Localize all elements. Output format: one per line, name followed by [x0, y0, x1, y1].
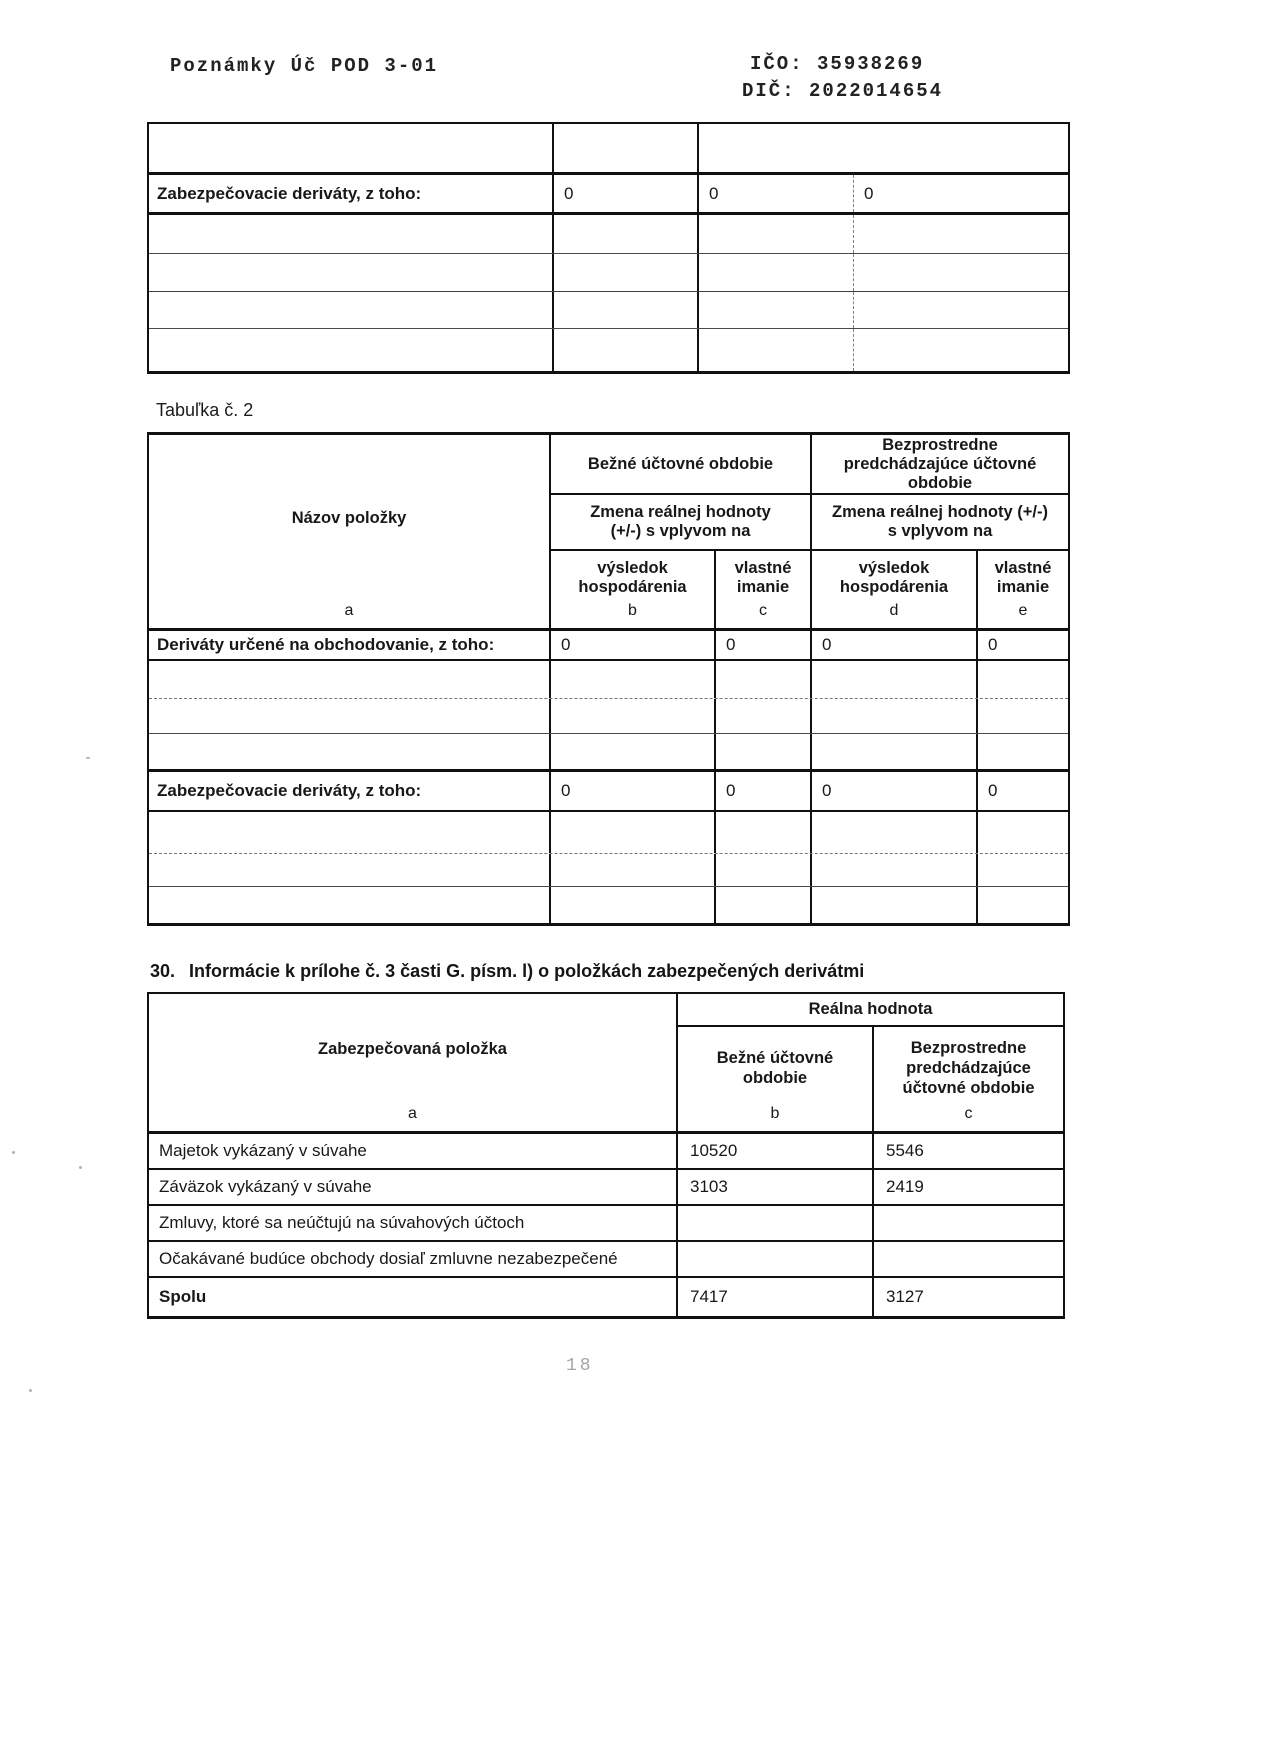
cell-empty — [978, 887, 1068, 923]
cell-value: 0 — [812, 631, 978, 659]
table-1-continuation — [147, 122, 1070, 374]
cell-empty — [716, 887, 812, 923]
column-title: vlastné imanie — [734, 558, 792, 596]
cell-empty — [554, 254, 699, 291]
cell-empty — [699, 215, 854, 253]
column-letter: b — [628, 602, 637, 619]
row-label: Záväzok vykázaný v súvahe — [149, 1170, 678, 1204]
cell-empty — [149, 661, 551, 698]
cell-empty — [554, 329, 699, 371]
group-title-text: Bezprostredne predchádzajúce účtovné obdobie — [843, 435, 1037, 492]
cell-empty — [149, 292, 554, 328]
cell-empty — [812, 812, 978, 853]
cell-value: 7417 — [678, 1278, 874, 1316]
cell-empty — [149, 887, 551, 923]
cell-empty — [699, 292, 854, 328]
cell-empty — [149, 254, 554, 291]
group-title: Bežné účtovné obdobie — [551, 435, 810, 495]
cell-empty — [554, 124, 699, 172]
cell-empty — [149, 734, 551, 769]
cell-empty — [812, 854, 978, 886]
header-cell-current-period — [678, 1027, 874, 1131]
table-row — [149, 1134, 1063, 1170]
cell-value: 0 — [864, 183, 874, 203]
cell-empty — [149, 699, 551, 733]
scan-speck — [29, 1389, 32, 1392]
column-title: výsledok hospodárenia — [578, 558, 687, 596]
table-row — [149, 812, 1068, 854]
cell-value: 5546 — [886, 1141, 924, 1160]
cell-value: 0 — [551, 772, 716, 810]
column-title-text: Bezprostredne predchádzajúce účtovné obdobie — [902, 1039, 1035, 1097]
cell-empty — [812, 887, 978, 923]
page-number: 18 — [566, 1356, 594, 1376]
cell-empty — [716, 812, 812, 853]
table-row — [149, 661, 1068, 699]
cell-empty — [554, 215, 699, 253]
column-letter: d — [889, 602, 899, 619]
header-cell-equity-previous — [978, 551, 1068, 628]
cell-empty — [551, 887, 716, 923]
group-subtitle-text: Zmena reálnej hodnoty (+/-) s vplyvom na — [590, 503, 771, 540]
group-subtitle — [812, 495, 1068, 551]
cell-value: 2419 — [886, 1177, 924, 1196]
cell-value: 0 — [699, 175, 854, 212]
cell-empty — [149, 854, 551, 886]
cell-value: 0 — [716, 631, 812, 659]
cell-empty — [149, 215, 554, 253]
cell-value — [678, 1242, 874, 1276]
column-title: Zabezpečovaná položka — [318, 1040, 507, 1058]
row-label-total: Spolu — [149, 1278, 678, 1316]
table-row — [149, 1278, 1063, 1316]
table-row — [149, 124, 1068, 175]
cell-empty — [812, 661, 978, 698]
row-label: Deriváty určené na obchodovanie, z toho: — [149, 631, 551, 659]
subcolumns — [551, 551, 810, 628]
header-cell-item — [149, 994, 678, 1131]
table-row — [149, 772, 1068, 812]
subcolumns — [812, 551, 1068, 628]
scan-speck — [86, 757, 90, 759]
cell-empty — [854, 254, 1068, 291]
cell-empty — [554, 292, 699, 328]
column-title: vlastné imanie — [994, 558, 1052, 596]
table-row — [149, 699, 1068, 734]
row-label: Zabezpečovacie deriváty, z toho: — [149, 772, 551, 810]
header-cell-name — [149, 435, 551, 628]
table-row — [149, 734, 1068, 772]
header-cell-profit-current — [551, 551, 716, 628]
cell-empty — [854, 329, 1068, 371]
table-row — [149, 1242, 1063, 1278]
cell-empty — [812, 734, 978, 769]
cell-empty — [551, 854, 716, 886]
table-2-caption: Tabuľka č. 2 — [156, 400, 254, 420]
cell-value: 0 — [551, 631, 716, 659]
group-subtitle — [551, 495, 810, 551]
cell-empty — [716, 854, 812, 886]
cell-empty — [716, 734, 812, 769]
row-label: Zabezpečovacie deriváty, z toho: — [149, 175, 554, 212]
group-title — [812, 435, 1068, 495]
column-title — [874, 1027, 1063, 1105]
cell-empty — [149, 124, 554, 172]
table-row — [149, 887, 1068, 923]
table-3-header — [149, 994, 1063, 1134]
table-row — [149, 175, 1068, 215]
header-group-fair-value — [678, 994, 1063, 1131]
cell-empty — [551, 699, 716, 733]
cell-value: 0 — [716, 772, 812, 810]
column-letter: b — [770, 1105, 780, 1122]
subcolumns — [678, 1027, 1063, 1131]
cell-empty — [978, 699, 1068, 733]
column-title: Názov položky — [291, 509, 407, 527]
cell-empty — [551, 812, 716, 853]
cell-empty — [551, 734, 716, 769]
section-number: 30. — [150, 961, 176, 981]
table-2-header — [149, 435, 1068, 631]
cell-empty — [978, 812, 1068, 853]
cell-value: 3103 — [678, 1170, 874, 1204]
cell-empty — [699, 254, 854, 291]
scan-speck — [79, 1166, 82, 1169]
cell-value: 10520 — [678, 1134, 874, 1168]
cell-empty — [699, 329, 854, 371]
table-row — [149, 1170, 1063, 1206]
cell-empty — [978, 734, 1068, 769]
cell-value — [678, 1206, 874, 1240]
cell-empty — [149, 329, 554, 371]
form-title: Poznámky Úč POD 3-01 — [170, 55, 439, 77]
cell-empty — [854, 124, 1068, 172]
cell-value — [874, 1242, 1063, 1276]
header-cell-equity-current — [716, 551, 810, 628]
row-label: Očakávané budúce obchody dosiaľ zmluvne nezabezpečené — [149, 1242, 678, 1276]
cell-value — [874, 1206, 1063, 1240]
dic-value: DIČ: 2022014654 — [742, 80, 944, 102]
group-subtitle-text: Zmena reálnej hodnoty (+/-) s vplyvom na — [832, 503, 1048, 540]
cell-empty — [716, 699, 812, 733]
column-letter: a — [408, 1105, 417, 1122]
column-letter: c — [759, 602, 767, 619]
cell-value: 0 — [988, 781, 998, 800]
cell-empty — [716, 661, 812, 698]
row-label: Majetok vykázaný v súvahe — [149, 1134, 678, 1168]
cell-empty — [854, 215, 1068, 253]
cell-empty — [812, 699, 978, 733]
scan-speck — [12, 1151, 15, 1154]
column-title — [678, 1027, 872, 1105]
cell-empty — [149, 812, 551, 853]
table-row — [149, 254, 1068, 292]
column-letter: e — [1018, 602, 1028, 619]
cell-empty — [978, 661, 1068, 698]
header-cell-profit-previous — [812, 551, 978, 628]
header-group-current — [551, 435, 812, 628]
column-letter: c — [964, 1105, 973, 1122]
table-2 — [147, 432, 1070, 926]
header-cell-previous-period — [874, 1027, 1063, 1131]
section-30-heading — [150, 961, 864, 982]
table-row — [149, 329, 1068, 371]
cell-value: 0 — [554, 175, 699, 212]
column-title-text: Bežné účtovné obdobie — [716, 1049, 834, 1087]
cell-value: 0 — [812, 772, 978, 810]
cell-empty — [551, 661, 716, 698]
ico-value: IČO: 35938269 — [750, 53, 925, 75]
cell-empty — [978, 854, 1068, 886]
group-title: Reálna hodnota — [678, 994, 1063, 1027]
table-row — [149, 292, 1068, 329]
header-group-previous — [812, 435, 1068, 628]
section-title: Informácie k prílohe č. 3 časti G. písm. l) o položkách zabezpečených derivátmi — [189, 961, 865, 981]
table-row — [149, 215, 1068, 254]
table-3-hedged-items — [147, 992, 1065, 1319]
column-title: výsledok hospodárenia — [839, 558, 949, 596]
column-letter: a — [344, 602, 354, 619]
table-row — [149, 631, 1068, 661]
cell-value: 0 — [988, 635, 998, 654]
table-row — [149, 1206, 1063, 1242]
cell-empty — [699, 124, 854, 172]
table-row — [149, 854, 1068, 887]
cell-empty — [854, 292, 1068, 328]
cell-value: 3127 — [886, 1287, 924, 1306]
row-label: Zmluvy, ktoré sa neúčtujú na súvahových účtoch — [149, 1206, 678, 1240]
